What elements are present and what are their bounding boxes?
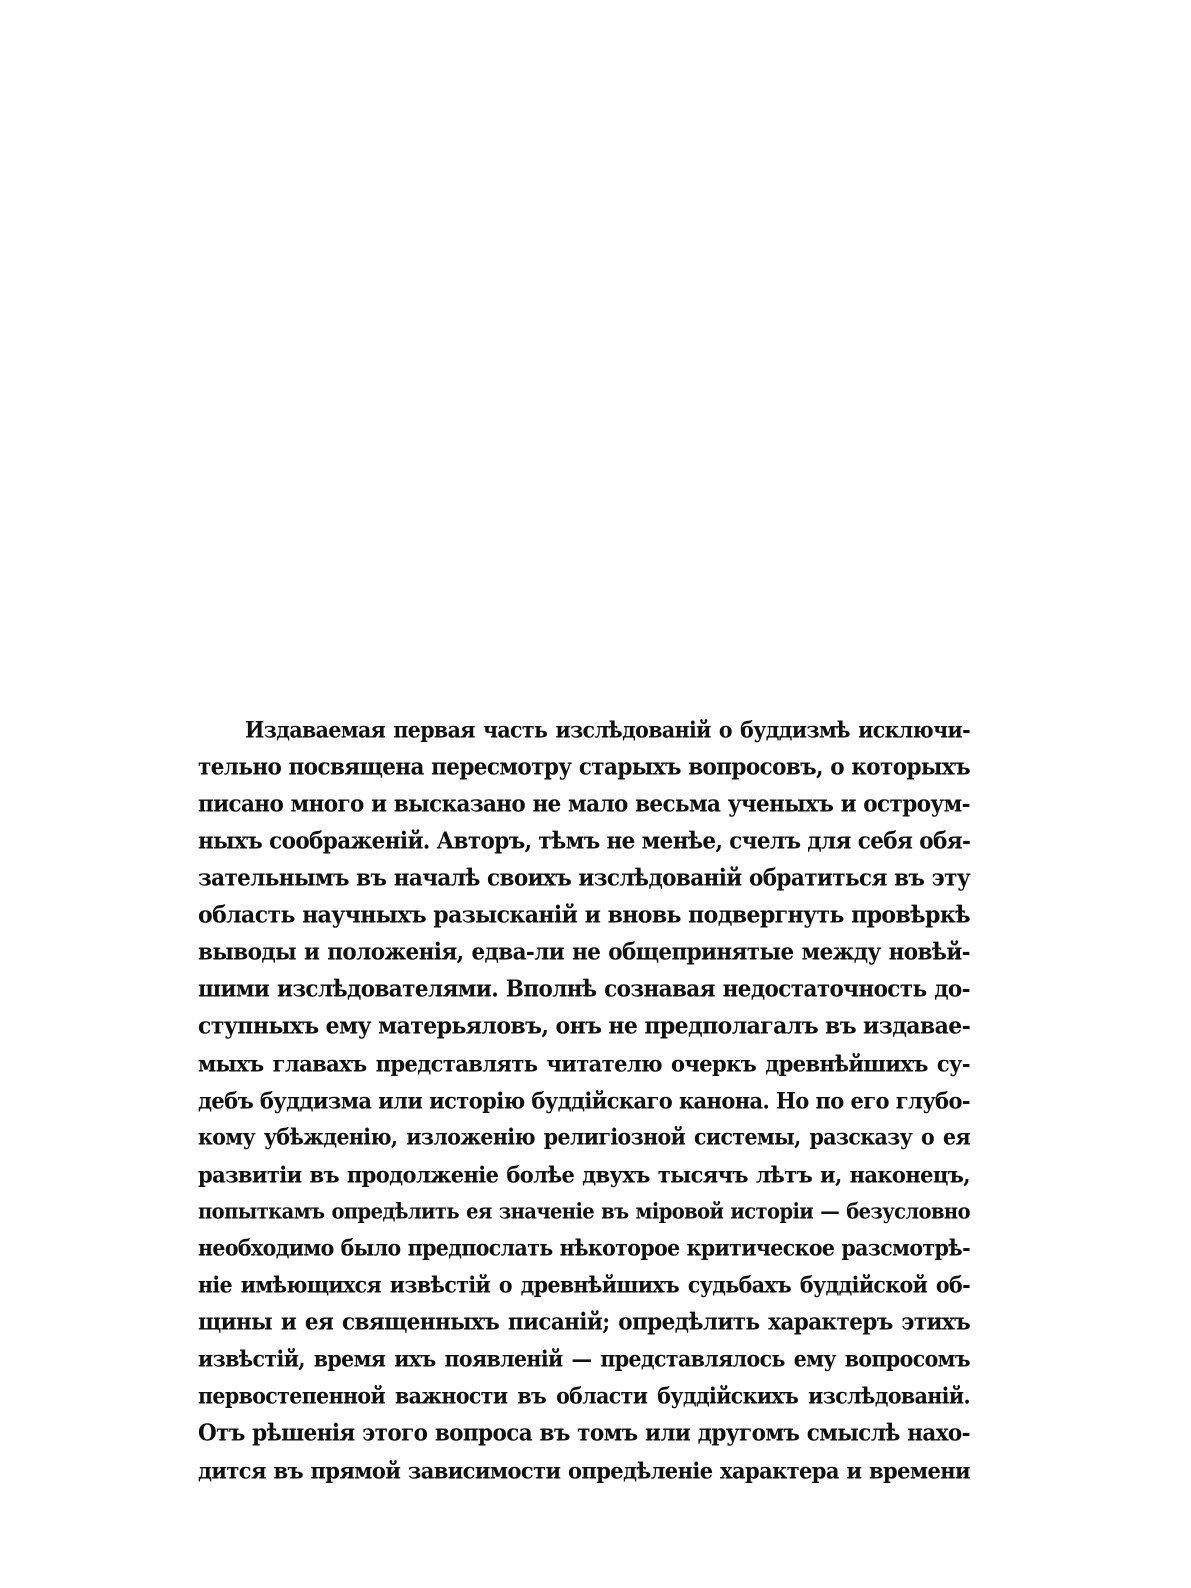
paragraph-line: мыхъ главахъ представлять читателю очеркъ древнѣйшихъ су-: [198, 1050, 970, 1077]
paragraph-line: развитіи въ продолженіе болѣе двухъ тысячъ лѣтъ и, наконецъ,: [198, 1161, 970, 1188]
paragraph-line: Отъ рѣшенія этого вопроса въ томъ или другомъ смыслѣ нахо-: [198, 1420, 970, 1447]
paragraph-line: ступныхъ ему матерьяловъ, онъ не предполагалъ въ издавае-: [198, 1011, 971, 1040]
paragraph-line: шими изслѣдователями. Вполнѣ сознавая недостаточность до-: [198, 976, 970, 1003]
paragraph-line: тельно посвящена пересмотру старыхъ вопросовъ, о которыхъ: [198, 754, 970, 781]
paragraph-line: попыткамъ опредѣлить ея значеніе въ міровой исторіи — безусловно: [198, 1199, 970, 1224]
paragraph-line: ніе имѣющихся извѣстій о древнѣйшихъ судьбахъ буддійской об-: [198, 1272, 970, 1298]
paragraph-line: ныхъ соображеній. Авторъ, тѣмъ не менѣе, счелъ для себя обя-: [198, 828, 971, 855]
paragraph-line: дится въ прямой зависимости опредѣленіе характера и времени: [198, 1457, 970, 1484]
paragraph-line: извѣстій, время ихъ появленій — представлялось ему вопросомъ: [198, 1346, 970, 1372]
paragraph-line: область научныхъ разысканій и вновь подвергнуть провѣркѣ: [198, 900, 970, 929]
paragraph-line: первостепенной важности въ области буддійскихъ изслѣдованій.: [198, 1383, 970, 1409]
paragraph-line: необходимо было предпослать нѣкоторое критическое разсмотрѣ-: [198, 1235, 970, 1261]
paragraph-line: кому убѣжденію, изложенію религіозной системы, разсказу о ея: [198, 1124, 970, 1150]
paragraph-line: выводы и положенія, едва-ли не общепринятые между новѣй-: [198, 939, 970, 966]
body-paragraph: [198, 712, 970, 1489]
paragraph-line: зательнымъ въ началѣ своихъ изслѣдованій обратиться въ эту: [198, 865, 970, 892]
paragraph-line: Издаваемая первая часть изслѣдованій о буддизмѣ исключи-: [245, 717, 970, 743]
paragraph-line: писано много и высказано не мало весьма ученыхъ и остроум-: [198, 791, 970, 818]
paragraph-line: щины и ея священныхъ писаній; опредѣлить характеръ этихъ: [198, 1309, 970, 1336]
paragraph-line: дебъ буддизма или исторію буддійскаго канона. Но по его глубо-: [198, 1087, 970, 1114]
